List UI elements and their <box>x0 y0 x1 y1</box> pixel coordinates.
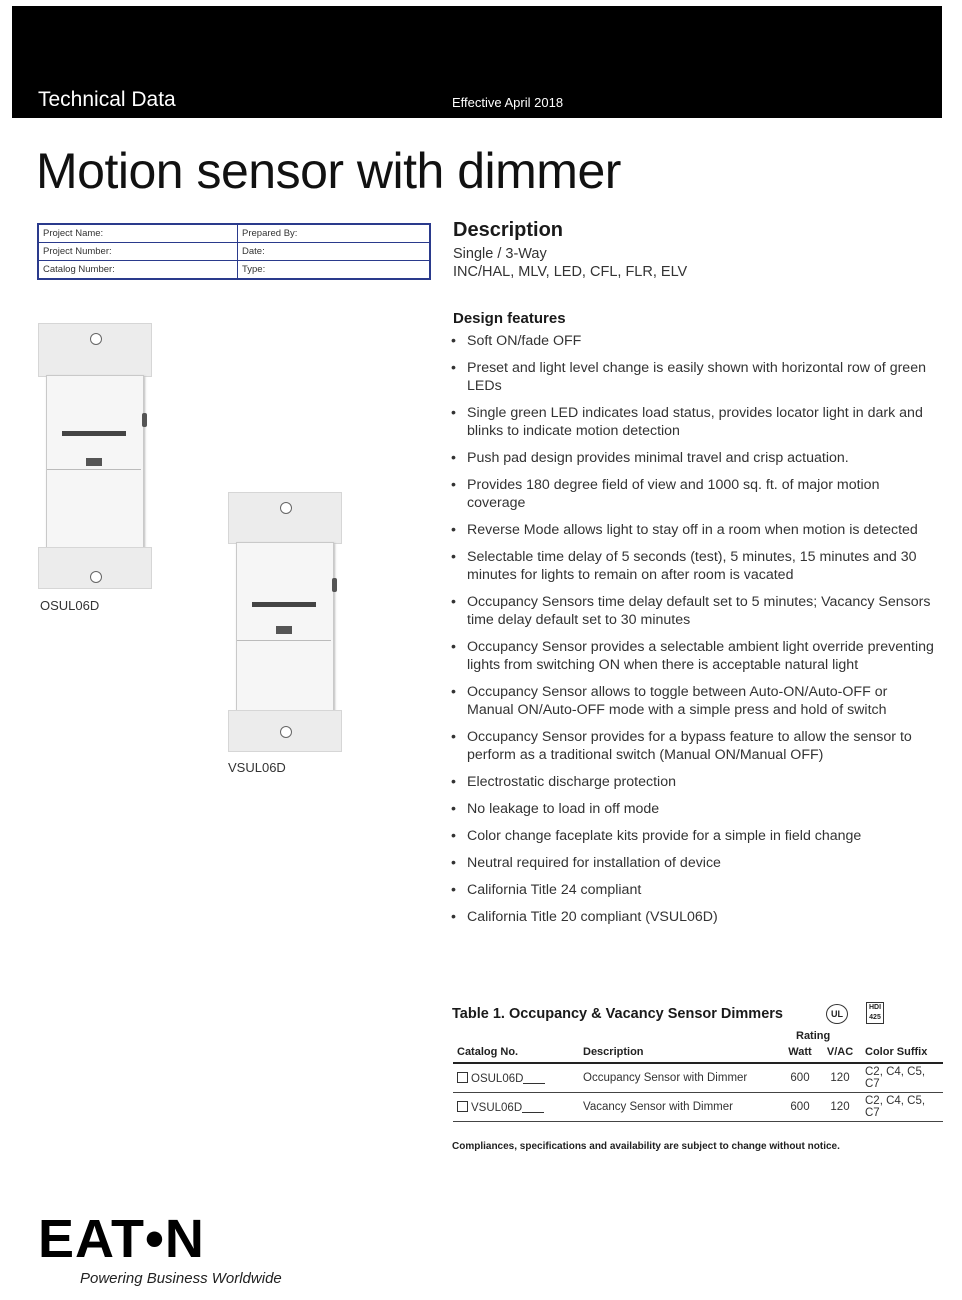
list-item: • Selectable time delay of 5 seconds (test), 5 minutes, 15 minutes and 30 minutes for lights to remain on after room is vacated <box>451 548 936 584</box>
list-item: • California Title 20 compliant (VSUL06D) <box>451 908 936 926</box>
vac-cell: 120 <box>819 1093 861 1122</box>
list-item: • Occupancy Sensor allows to toggle between Auto-ON/Auto-OFF or Manual ON/Auto-OFF mode with a simple press and hold of switch <box>451 683 936 719</box>
list-item: • Occupancy Sensor provides for a bypass feature to allow the sensor to perform as a traditional switch (Manual ON/Manual OFF) <box>451 728 936 764</box>
list-item: • Soft ON/fade OFF <box>451 332 936 350</box>
list-item: • Provides 180 degree field of view and 1000 sq. ft. of major motion coverage <box>451 476 936 512</box>
table-row <box>38 261 430 280</box>
col-watt: Watt <box>781 1042 819 1063</box>
design-features-heading: Design features <box>453 310 566 327</box>
select-checkbox[interactable] <box>457 1072 468 1083</box>
select-checkbox[interactable] <box>457 1101 468 1112</box>
watt-cell: 600 <box>781 1093 819 1122</box>
catalog-number-field: Catalog Number: <box>38 261 238 280</box>
table-row <box>38 243 430 261</box>
list-item: • Neutral required for installation of device <box>451 854 936 872</box>
date-field: Date: <box>238 243 431 261</box>
page-title: Motion sensor with dimmer <box>36 143 621 199</box>
vac-cell: 120 <box>819 1063 861 1093</box>
osul06d-label: OSUL06D <box>40 598 100 613</box>
brand-tagline: Powering Business Worldwide <box>80 1270 282 1287</box>
list-item: • Single green LED indicates load status, provides locator light in dark and blinks to indicate motion detection <box>451 404 936 440</box>
list-item: • Reverse Mode allows light to stay off in a room when motion is detected <box>451 521 936 539</box>
suffix-cell: C2, C4, C5, C7 <box>861 1063 943 1093</box>
eaton-logo: EAT•N <box>38 1209 205 1269</box>
col-vac: V/AC <box>819 1042 861 1063</box>
project-name-field: Project Name: <box>38 224 238 243</box>
watt-cell: 600 <box>781 1063 819 1093</box>
design-features-list <box>451 332 936 935</box>
compliance-notice: Compliances, specifications and availability are subject to change without notice. <box>452 1141 840 1152</box>
catalog-number: VSUL06D <box>471 1101 523 1114</box>
osul06d-product-image <box>38 323 158 593</box>
table-row <box>453 1093 943 1122</box>
vsul06d-label: VSUL06D <box>228 760 286 775</box>
table-header-row <box>453 1042 943 1063</box>
table-row <box>453 1063 943 1093</box>
rating-group-header: Rating <box>796 1030 831 1042</box>
list-item: • Occupancy Sensor provides a selectable ambient light override preventing lights from switching ON when there is acceptable natural light <box>451 638 936 674</box>
description-cell: Occupancy Sensor with Dimmer <box>579 1063 781 1093</box>
prepared-by-field: Prepared By: <box>238 224 431 243</box>
list-item: • Electrostatic discharge protection <box>451 773 936 791</box>
project-info-table <box>37 223 431 280</box>
effective-date: Effective April 2018 <box>452 95 564 110</box>
list-item: • Color change faceplate kits provide for a simple in field change <box>451 827 936 845</box>
list-item: • No leakage to load in off mode <box>451 800 936 818</box>
list-item: • California Title 24 compliant <box>451 881 936 899</box>
description-line: INC/HAL, MLV, LED, CFL, FLR, ELV <box>453 264 688 280</box>
vsul06d-product-image <box>228 492 348 758</box>
list-item: • Preset and light level change is easily shown with horizontal row of green LEDs <box>451 359 936 395</box>
header-bar <box>12 6 942 118</box>
description-heading: Description <box>453 219 564 241</box>
suffix-cell: C2, C4, C5, C7 <box>861 1093 943 1122</box>
hdi-mark-icon: HDI 425 <box>866 1002 884 1024</box>
list-item: • Occupancy Sensors time delay default set to 5 minutes; Vacancy Sensors time delay default set to 30 minutes <box>451 593 936 629</box>
sensor-dimmers-table <box>453 1042 943 1122</box>
catalog-number: OSUL06D <box>471 1072 524 1085</box>
list-item: • Push pad design provides minimal travel and crisp actuation. <box>451 449 936 467</box>
description-cell: Vacancy Sensor with Dimmer <box>579 1093 781 1122</box>
col-catalog: Catalog No. <box>453 1042 579 1063</box>
table-title: Table 1. Occupancy & Vacancy Sensor Dimmers <box>452 1006 783 1022</box>
header-title: Technical Data <box>38 88 176 111</box>
description-line: Single / 3-Way <box>453 246 547 262</box>
project-number-field: Project Number: <box>38 243 238 261</box>
col-color-suffix: Color Suffix <box>861 1042 943 1063</box>
table-row <box>38 224 430 243</box>
type-field: Type: <box>238 261 431 280</box>
col-description: Description <box>579 1042 781 1063</box>
ul-listed-icon: UL <box>826 1004 848 1024</box>
